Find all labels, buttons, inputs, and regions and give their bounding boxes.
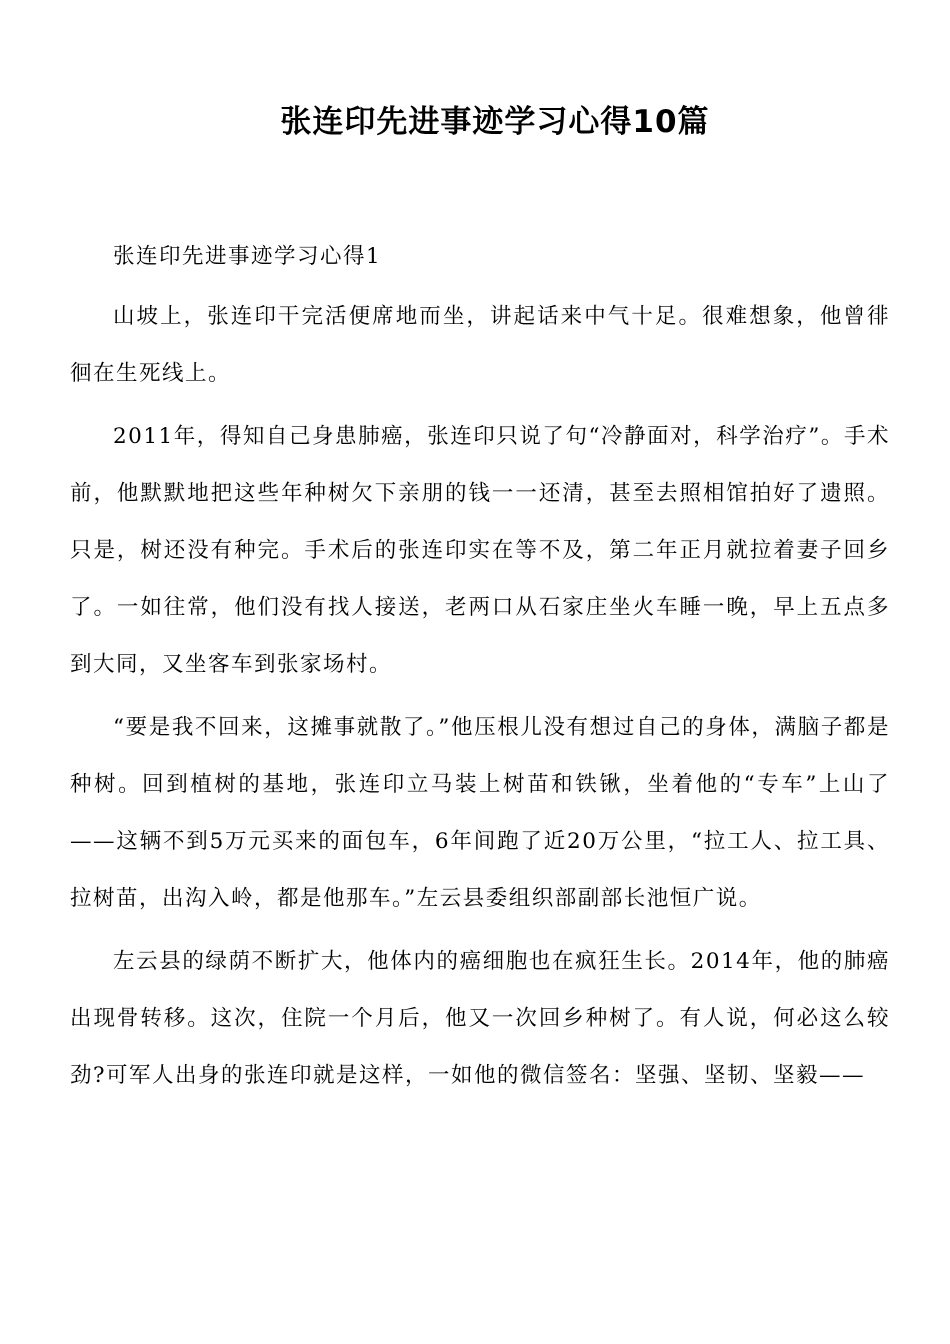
section-heading: 张连印先进事迹学习心得1 [113, 244, 382, 269]
paragraph-4: 左云县的绿荫不断扩大，他体内的癌细胞也在疯狂生长。2014年，他的肺癌出现骨转移。这次，住院一个月后，他又一次回乡种树了。有人说，何必这么较劲?可军人出身的张连印就是这样，一如他的微信签名：坚强、坚韧、坚毅—— [70, 949, 890, 1088]
paragraph-2: 2011年，得知自己身患肺癌，张连印只说了句“冷静面对，科学治疗”。手术前，他默默地把这些年种树欠下亲朋的钱一一还清，甚至去照相馆拍好了遗照。只是，树还没有种完。手术后的张连印实在等不及，第二年正月就拉着妻子回乡了。一如往常，他们没有找人接送，老两口从石家庄坐火车睡一晚，早上五点多到大同，又坐客车到张家场村。 [70, 424, 890, 677]
document-body [70, 228, 890, 1110]
paragraph-3: “要是我不回来，这摊事就散了。”他压根儿没有想过自己的身体，满脑子都是种树。回到植树的基地，张连印立马装上树苗和铁锹，坐着他的“专车”上山了——这辆不到5万元买来的面包车，6年间跑了近20万公里，“拉工人、拉工具、拉树苗，出沟入岭，都是他那车。”左云县委组织部副部长池恒广说。 [70, 715, 890, 911]
paragraph-1: 山坡上，张连印干完活便席地而坐，讲起话来中气十足。很难想象，他曾徘徊在生死线上。 [70, 304, 890, 386]
document-title: 张连印先进事迹学习心得10篇 [280, 104, 710, 140]
